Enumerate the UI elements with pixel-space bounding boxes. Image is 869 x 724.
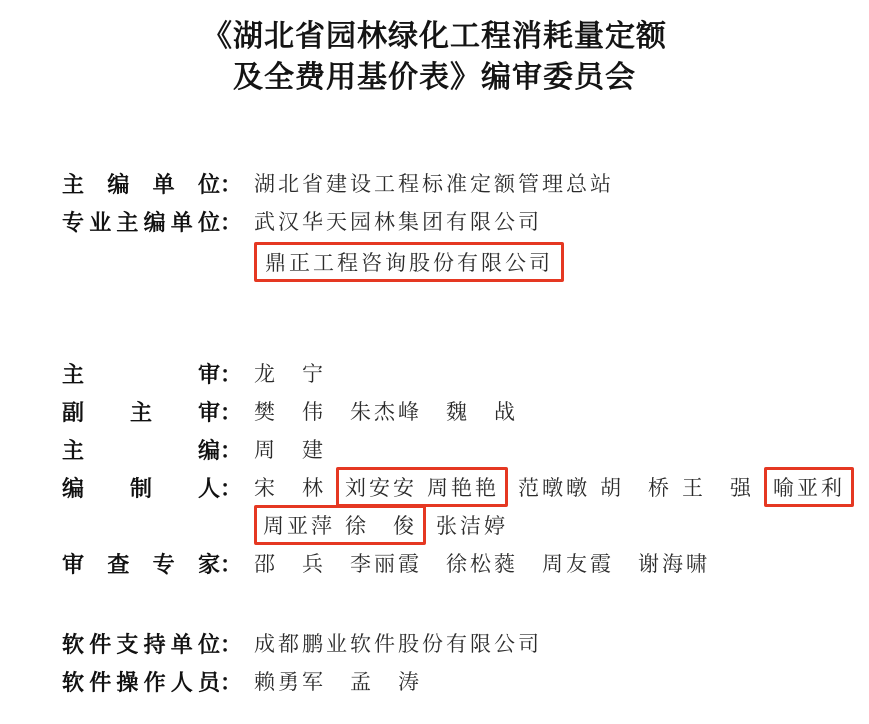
specialty-editing-unit-value-1: 武汉华天园林集团有限公司 (254, 210, 542, 234)
compilers-names-line-1 (254, 467, 854, 507)
specialty-editing-unit-label-cell (62, 206, 254, 237)
person-name: 徐 俊 (345, 514, 417, 538)
deputy-chief-reviewers-row (62, 392, 869, 430)
compilers-names-line-2 (254, 505, 508, 545)
person-name: 魏 战 (446, 400, 518, 424)
specialty-editing-unit-value-2: 鼎正工程咨询股份有限公司 (265, 251, 553, 275)
software-support-unit-value: 成都鹏业软件股份有限公司 (254, 632, 542, 656)
software-support-unit-label: 软件支持单位 (62, 631, 220, 657)
colon: ： (220, 631, 243, 657)
chief-editor-label: 主 编 (62, 437, 220, 463)
highlight-box (254, 242, 564, 282)
editing-units-section (0, 164, 869, 284)
software-operators-label: 软件操作人员 (62, 669, 220, 695)
colon: ： (220, 209, 243, 235)
colon: ： (220, 399, 243, 425)
chief-reviewer-label-cell (62, 358, 254, 389)
highlight-box (336, 467, 508, 507)
specialty-editing-unit-row (62, 202, 869, 240)
software-support-unit-row (62, 624, 869, 662)
compilers-row-line-1 (62, 468, 869, 506)
chief-editing-unit-value: 湖北省建设工程标准定额管理总站 (254, 172, 614, 196)
chief-reviewer-label: 主 审 (62, 361, 220, 387)
person-name: 樊 伟 (254, 400, 326, 424)
chief-editing-unit-label-cell (62, 168, 254, 199)
person-name: 胡 桥 (600, 476, 672, 500)
specialty-editing-unit-value-cell (254, 206, 542, 236)
person-name: 刘安安 (345, 476, 417, 500)
person-name: 谢海啸 (638, 552, 710, 576)
chief-reviewer-names (254, 358, 326, 388)
person-name: 邵 兵 (254, 552, 326, 576)
person-name: 李丽霞 (350, 552, 422, 576)
software-support-unit-label-cell (62, 628, 254, 659)
highlight-box (764, 467, 854, 507)
chief-editor-label-cell (62, 434, 254, 465)
highlight-box (254, 505, 426, 545)
chief-reviewer-row (62, 354, 869, 392)
person-name: 喻亚利 (773, 476, 845, 500)
compilers-row-line-2 (62, 506, 869, 544)
person-name: 王 强 (682, 476, 754, 500)
deputy-chief-reviewers-label: 副 主 审 (62, 399, 220, 425)
compilers-label: 编 制 人 (62, 475, 220, 501)
person-name: 周艳艳 (427, 476, 499, 500)
colon: ： (220, 171, 243, 197)
person-name: 周亚萍 (263, 514, 335, 538)
document-title (0, 0, 869, 98)
deputy-chief-reviewers-label-cell (62, 396, 254, 427)
colon: ： (220, 361, 243, 387)
software-operators-names (254, 666, 422, 696)
document-title-line-1: 《湖北省园林绿化工程消耗量定额 (202, 20, 667, 53)
chief-editor-row (62, 430, 869, 468)
review-experts-row (62, 544, 869, 582)
software-operators-row (62, 662, 869, 700)
compilers-label-cell (62, 472, 254, 503)
person-name: 赖勇军 (254, 670, 326, 694)
software-section (0, 624, 869, 700)
person-name: 孟 涛 (350, 670, 422, 694)
specialty-editing-unit-value-cell-2 (254, 242, 564, 282)
colon: ： (220, 669, 243, 695)
software-operators-label-cell (62, 666, 254, 697)
person-name: 周 建 (254, 438, 326, 462)
review-experts-label-cell (62, 548, 254, 579)
person-name: 范暾暾 (518, 476, 590, 500)
deputy-chief-reviewers-names (254, 396, 518, 426)
person-name: 周友霞 (542, 552, 614, 576)
specialty-editing-unit-continuation-row (62, 240, 869, 284)
document-title-line-2: 及全费用基价表》编审委员会 (233, 61, 636, 94)
chief-editing-unit-row (62, 164, 869, 202)
colon: ： (220, 437, 243, 463)
person-name: 龙 宁 (254, 362, 326, 386)
person-name: 张洁婷 (436, 514, 508, 538)
software-support-unit-value-cell (254, 628, 542, 658)
colon: ： (220, 475, 243, 501)
colon: ： (220, 551, 243, 577)
review-experts-names (254, 548, 710, 578)
chief-editing-unit-value-cell (254, 168, 614, 198)
committee-people-section (0, 354, 869, 582)
person-name: 徐松蕤 (446, 552, 518, 576)
specialty-editing-unit-label: 专业主编单位 (62, 209, 220, 235)
chief-editor-names (254, 434, 326, 464)
review-experts-label: 审 查 专 家 (62, 551, 220, 577)
person-name: 宋 林 (254, 476, 326, 500)
person-name: 朱杰峰 (350, 400, 422, 424)
chief-editing-unit-label: 主 编 单 位 (62, 171, 220, 197)
